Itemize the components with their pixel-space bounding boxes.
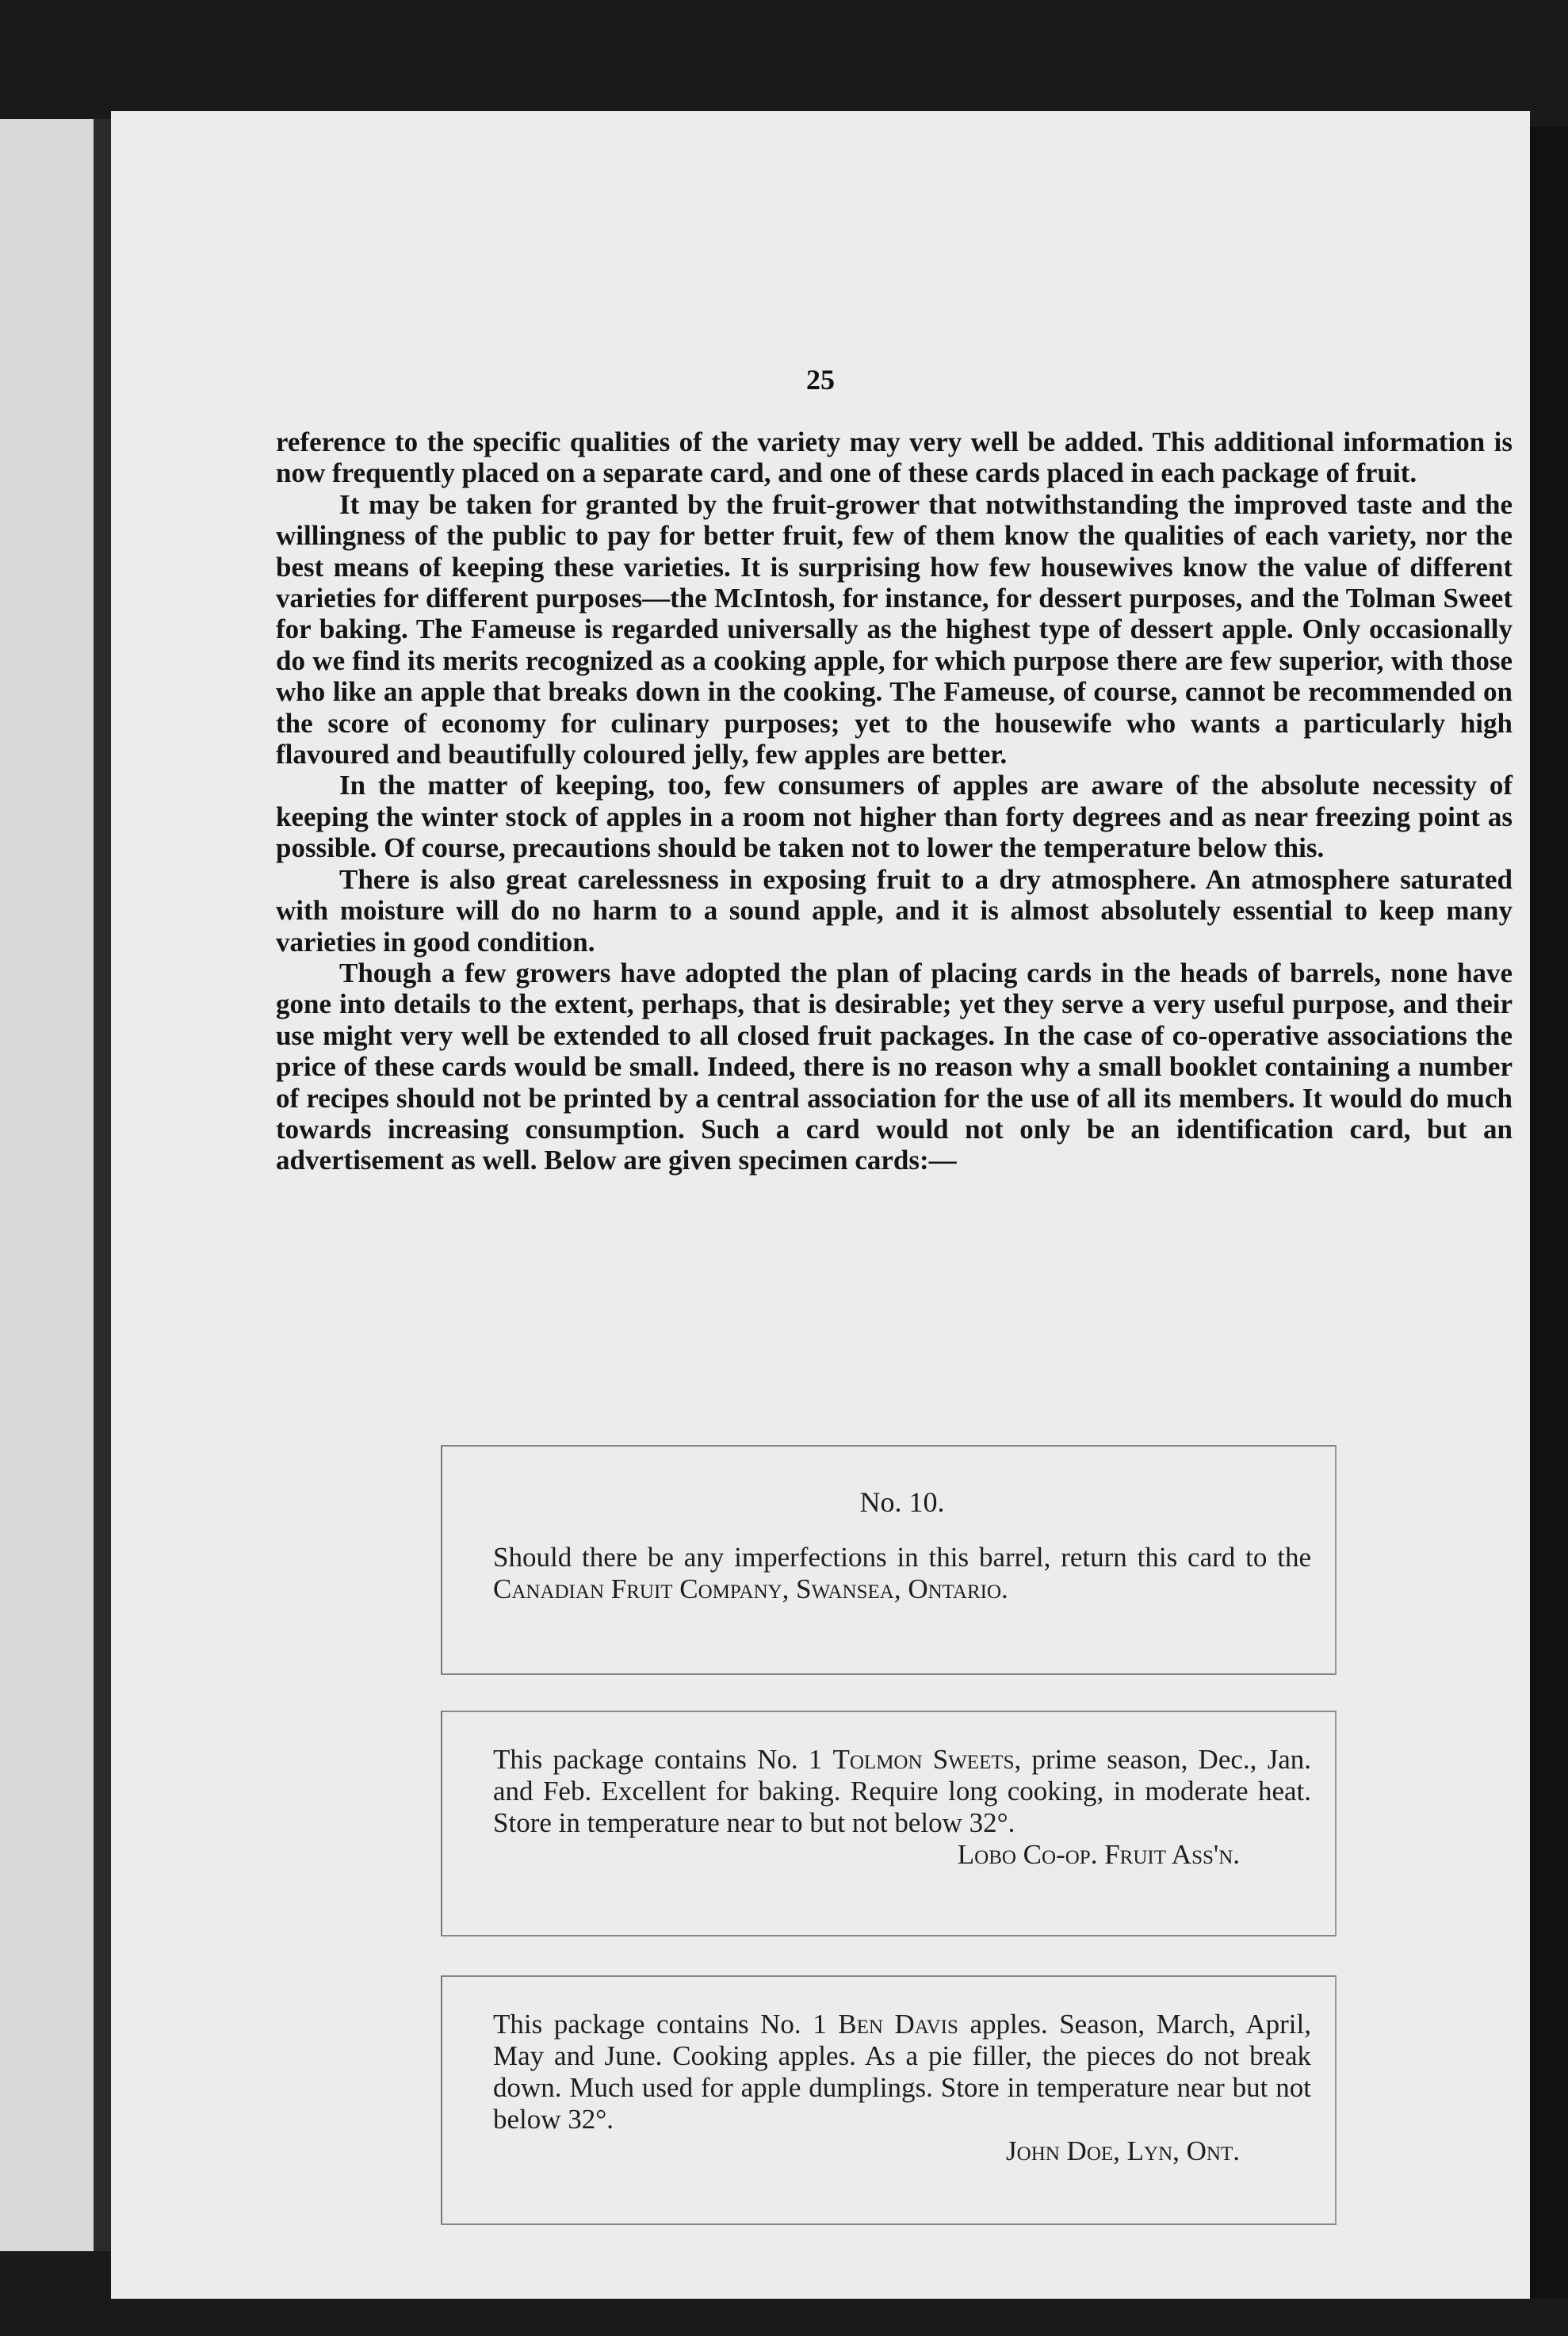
- variety-name: Tolmon Sweets: [832, 1744, 1015, 1775]
- card-text-before: This package contains No. 1: [493, 2009, 839, 2040]
- page-gutter-shadow: [94, 119, 111, 2251]
- paragraph-4: There is also great carelessness in exposing fruit to a dry atmosphere. An atmosphere saturated with moisture will do no harm to a sound apple, and it is almost absolutely essential to keep many varieties in good condition.: [276, 863, 1513, 958]
- card-signature: John Doe, Lyn, Ont.: [1006, 2135, 1240, 2166]
- right-scan-edge: [1530, 127, 1568, 2299]
- variety-name: Ben Davis: [838, 2009, 958, 2040]
- specimen-card-2: [441, 1711, 1337, 1936]
- card-text: [493, 1542, 1311, 1605]
- specimen-card-3: [441, 1975, 1337, 2225]
- card-text-after: , prime season, Dec., Jan. and Feb. Excellent for baking. Require long cooking, in moderate heat. Store in temperature near to but not below 32°.: [493, 1744, 1311, 1838]
- card-signature: Lobo Co-op. Fruit Ass'n.: [957, 1839, 1240, 1870]
- paragraph-2: It may be taken for granted by the fruit-grower that notwithstanding the improved taste and the willingness of the public to pay for better fruit, few of them know the qualities of each variety, nor the best means of keeping these varieties. It is surprising how few housewives know the value of different varieties for different purposes—the McIntosh, for instance, for dessert purposes, and the Tolman Sweet for baking. The Fameuse is regarded universally as the highest type of dessert apple. Only occasionally do we find its merits recognized as a cooking apple, for which purpose there are few superior, with those who like an apple that breaks down in the cooking. The Fameuse, of course, cannot be recommended on the score of economy for culinary purposes; yet to the housewife who wants a particularly high flavoured and beautifully coloured jelly, few apples are better.: [276, 488, 1513, 770]
- paragraph-3: In the matter of keeping, too, few consumers of apples are aware of the absolute necessity of keeping the winter stock of apples in a room not higher than forty degrees and as near freezing point as possible. Of course, precautions should be taken not to lower the temperature below this.: [276, 770, 1513, 864]
- paragraph-1: reference to the specific qualities of the variety may very well be added. This additional information is now frequently placed on a separate card, and one of these cards placed in each package of fruit.: [276, 426, 1513, 489]
- card-text: [493, 1744, 1311, 1839]
- card-number: No. 10.: [859, 1486, 945, 1518]
- card-text-after: apples. Season, March, April, May and June. Cooking apples. As a pie filler, the pieces do not break down. Much used for apple dumplings. Store in temperature near but not below 32°.: [493, 2009, 1311, 2135]
- page-number: 25: [806, 364, 835, 396]
- left-page-edge: [0, 119, 95, 2251]
- document-page: [111, 111, 1530, 2299]
- company-name: Canadian Fruit Company, Swansea, Ontario: [493, 1573, 1002, 1604]
- paragraph-5: Though a few growers have adopted the plan of placing cards in the heads of barrels, none have gone into details to the extent, perhaps, that is desirable; yet they serve a very useful purpose, and their use might very well be extended to all closed fruit packages. In the case of co-operative associations the price of these cards would be small. Indeed, there is no reason why a small booklet containing a number of recipes should not be printed by a central association for the use of all its members. It would do much towards increasing consumption. Such a card would not only be an identification card, but an advertisement as well. Below are given specimen cards:—: [276, 957, 1513, 1176]
- card-text: [493, 2009, 1311, 2135]
- specimen-card-1: [441, 1445, 1337, 1675]
- card-text-before: This package contains No. 1: [493, 1744, 833, 1775]
- body-text: [276, 426, 1513, 1176]
- card-text-before: Should there be any imperfections in this barrel, return this card to the: [493, 1542, 1311, 1573]
- card-text-after: .: [1001, 1573, 1008, 1604]
